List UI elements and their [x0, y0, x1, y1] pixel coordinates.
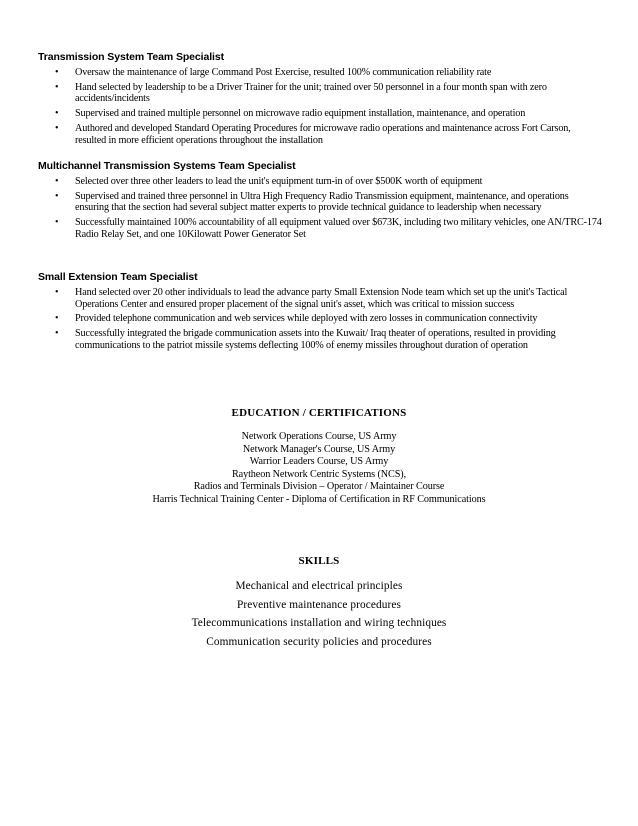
- bullet-list: [38, 176, 604, 240]
- education-line: Harris Technical Training Center - Diploma of Certification in RF Communications: [152, 493, 486, 505]
- skill-line: Telecommunications installation and wiring techniques: [191, 617, 447, 630]
- list-item-text: Hand selected over 20 other individuals to lead the advance party Small Extension Node team which set up the unit's Tactical Operations Center and ensured proper placement of the signal unit's asset, which was critical to mission success: [75, 287, 568, 310]
- skills-section: [0, 555, 638, 652]
- section-transmission-system: [38, 51, 604, 149]
- education-line: Radios and Terminals Division – Operator / Maintainer Course: [193, 481, 445, 492]
- list-item-text: Hand selected by leadership to be a Driver Trainer for the unit; trained over 50 personnel in a four month span with zero accidents/incidents: [75, 81, 547, 105]
- bullet-icon: •: [55, 190, 59, 202]
- education-line: Network Manager's Course, US Army: [242, 443, 396, 455]
- section-multichannel: [38, 160, 604, 244]
- list-item-text: Successfully maintained 100% accountability of all equipment valued over $673K, including two military vehicles, one AN/TRC-174 Radio Relay Set, and one 10Kilowatt Power Generator Set: [75, 217, 602, 240]
- list-item-text: Selected over three other leaders to lead the unit's equipment turn-in of over $500K worth of equipment: [75, 176, 483, 187]
- section-title: Multichannel Transmission Systems Team Specialist: [38, 160, 296, 172]
- list-item: [38, 108, 604, 120]
- bullet-icon: •: [55, 313, 59, 325]
- bullet-icon: •: [55, 217, 59, 229]
- bullet-icon: •: [55, 287, 59, 298]
- bullet-icon: •: [55, 176, 59, 187]
- list-item: [38, 313, 604, 325]
- education-section: [0, 407, 638, 506]
- list-item: [38, 217, 604, 240]
- skill-line: Mechanical and electrical principles: [235, 580, 403, 592]
- list-item: [38, 287, 604, 310]
- list-item-text: Supervised and trained three personnel in Ultra High Frequency Radio Transmission equipment, maintenance, and operations ensuring that the section had several subject matter experts to provide technical guidance to leadership when necessary: [75, 190, 569, 214]
- education-line: Network Operations Course, US Army: [241, 431, 397, 442]
- bullet-icon: •: [55, 108, 59, 120]
- list-item-text: Successfully integrated the brigade communication assets into the Kuwait/ Iraq theater of operations, resulted in providing communications to the patriot missile systems deflecting 100% of enemy missiles throughout duration of operation: [75, 328, 556, 351]
- list-item: [38, 67, 604, 79]
- bullet-icon: •: [55, 328, 59, 340]
- list-item: [38, 328, 604, 351]
- section-title: Transmission System Team Specialist: [38, 51, 224, 63]
- section-title: Small Extension Team Specialist: [38, 271, 198, 283]
- bullet-icon: •: [55, 81, 59, 93]
- list-item: [38, 191, 604, 214]
- skill-line: Preventive maintenance procedures: [237, 598, 401, 611]
- list-item: [38, 82, 604, 105]
- education-line: Warrior Leaders Course, US Army: [249, 456, 389, 467]
- bullet-list: [38, 287, 604, 351]
- bullet-icon: •: [55, 67, 59, 78]
- education-title: EDUCATION / CERTIFICATIONS: [231, 407, 407, 419]
- list-item-text: Oversaw the maintenance of large Command Post Exercise, resulted 100% communication reliability rate: [75, 67, 492, 78]
- list-item-text: Provided telephone communication and web services while deployed with zero losses in communication connectivity: [75, 313, 538, 325]
- bullet-icon: •: [55, 122, 59, 134]
- skills-title: SKILLS: [298, 555, 340, 567]
- bullet-list: [38, 67, 604, 146]
- list-item-text: Supervised and trained multiple personnel on microwave radio equipment installation, maintenance, and operation: [75, 108, 526, 120]
- list-item: [38, 123, 604, 146]
- list-item-text: Authored and developed Standard Operating Procedures for microwave radio operations and maintenance across Fort Carson, resulted in more efficient operations throughout the installation: [75, 122, 571, 146]
- skill-line: Communication security policies and procedures: [206, 636, 432, 649]
- education-line: Raytheon Network Centric Systems (NCS),: [231, 468, 407, 480]
- list-item: [38, 176, 604, 188]
- section-small-extension: [38, 271, 604, 355]
